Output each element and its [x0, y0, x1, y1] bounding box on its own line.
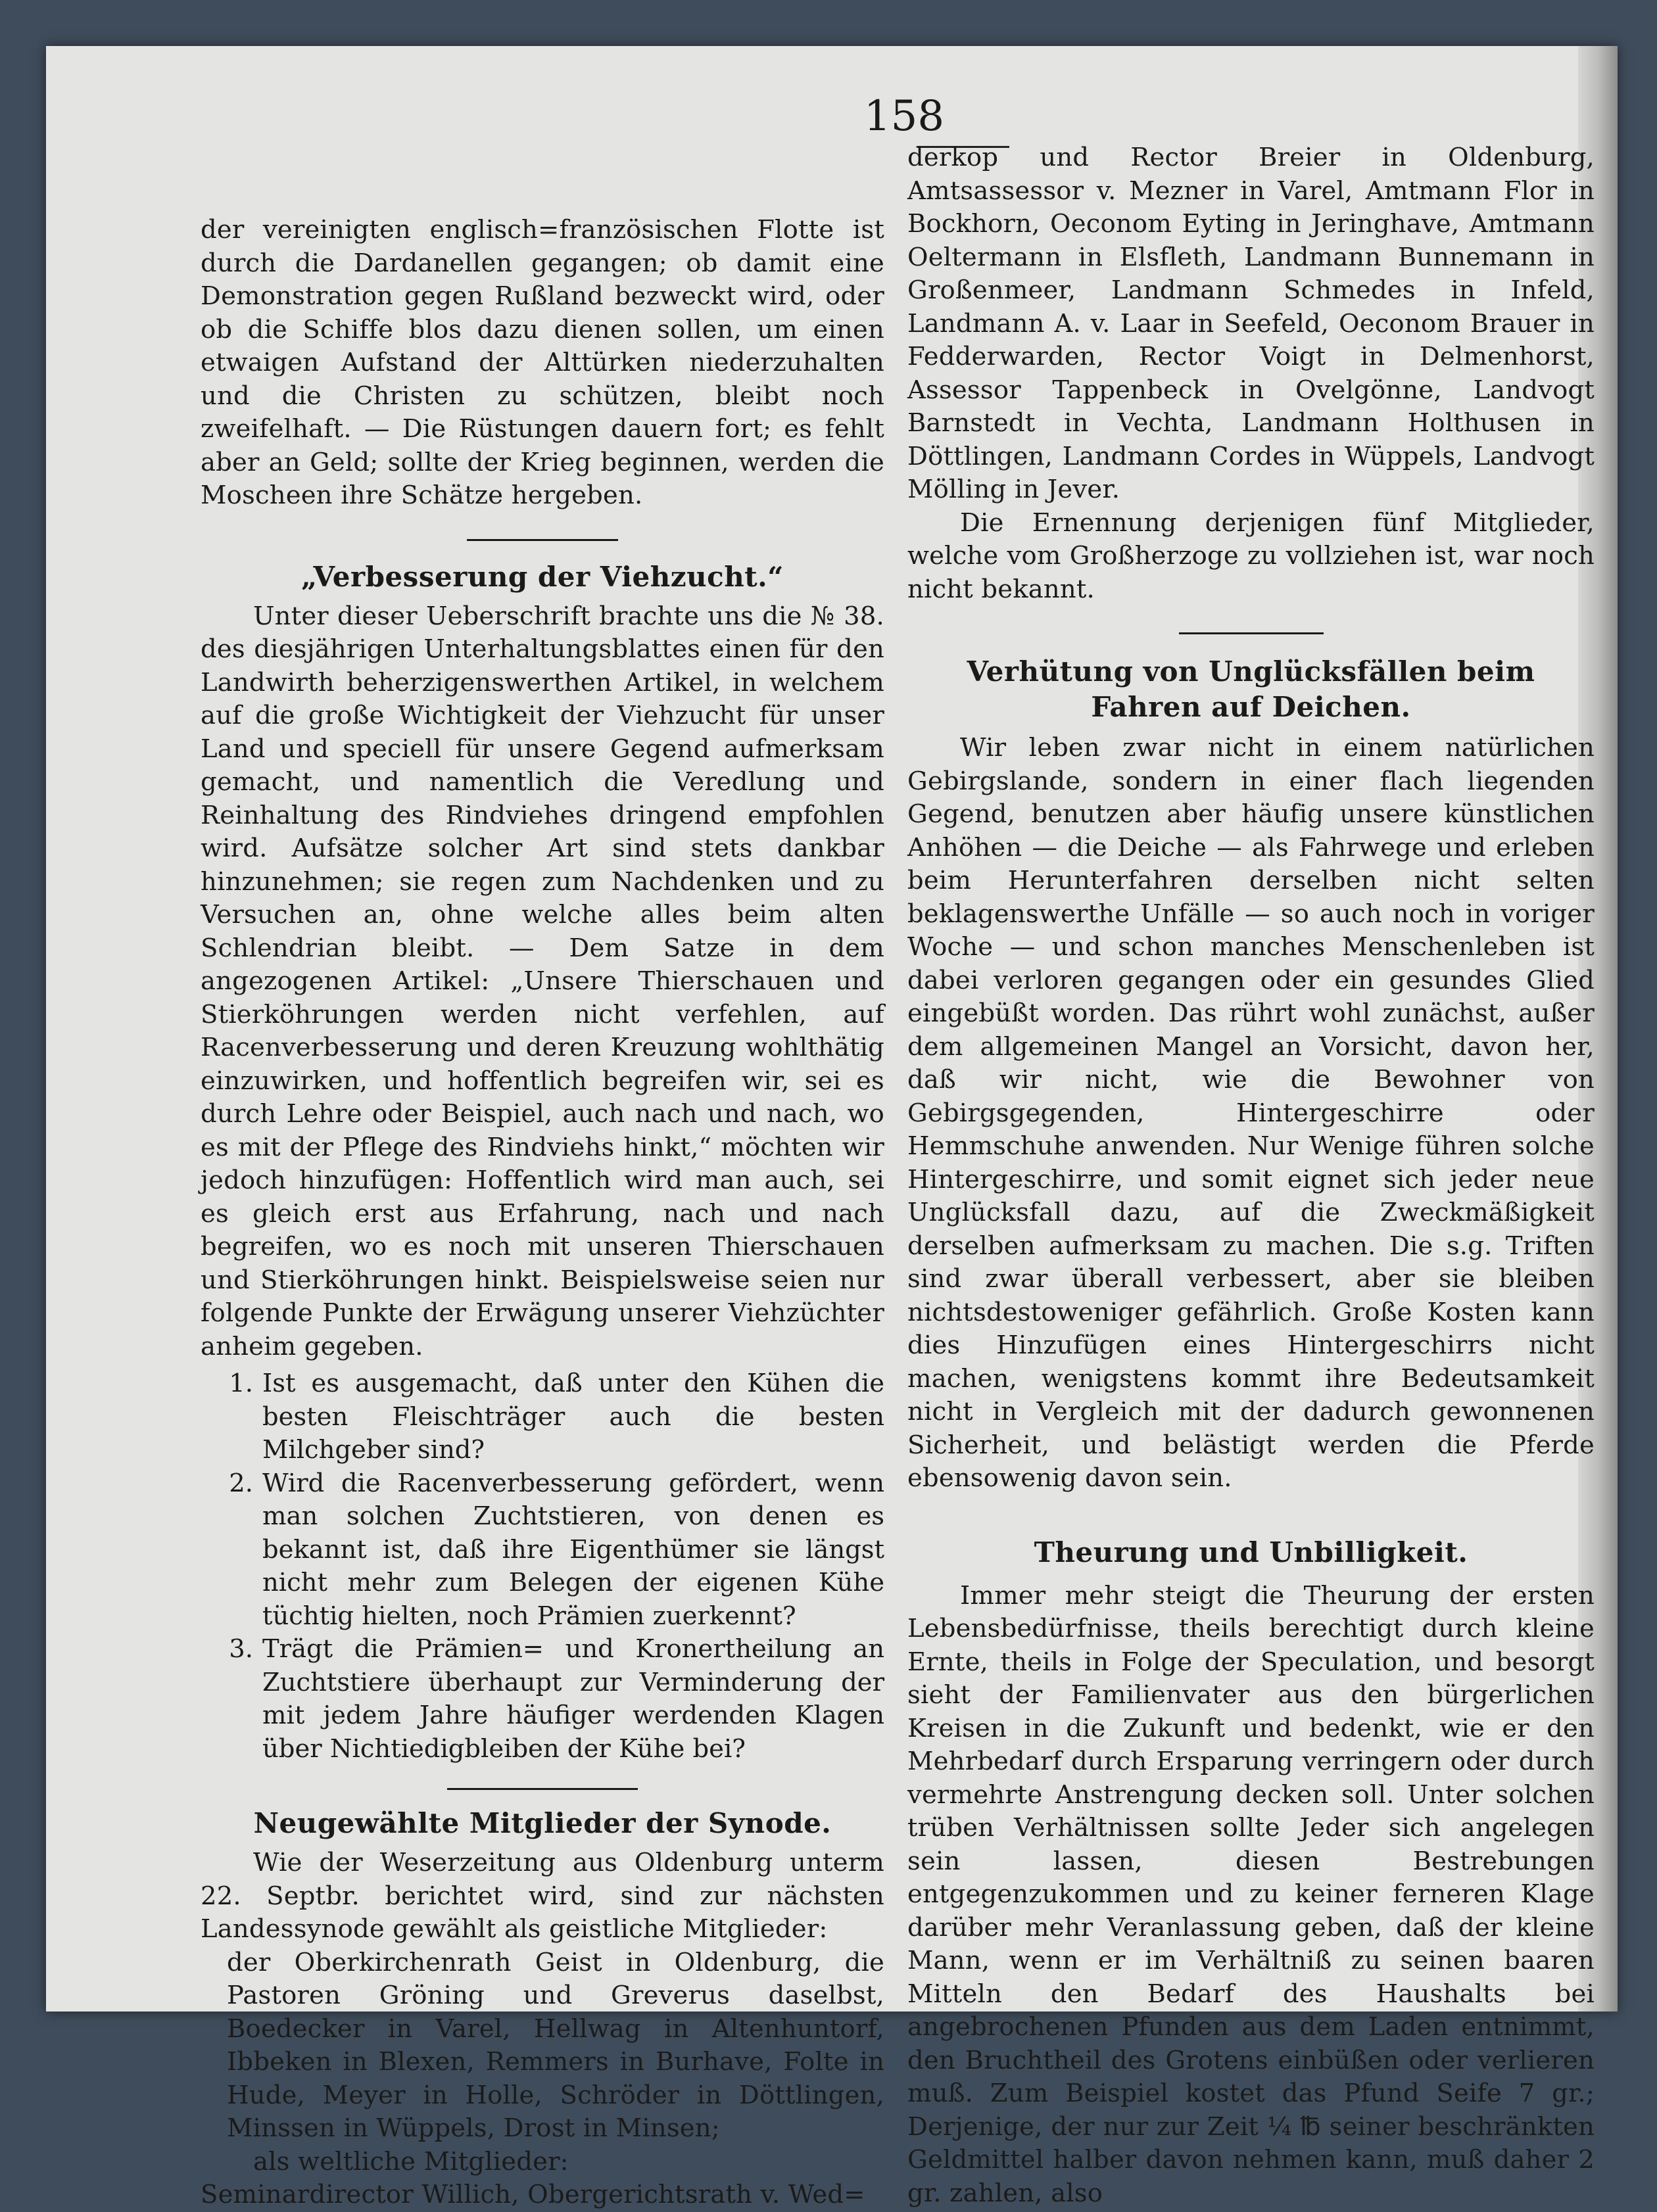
clergy-members: der Oberkirchenrath Geist in Oldenburg, die Pastoren Gröning und Greverus daselbst, Boedecker in Varel, Hellwag in Altenhuntorf, Ibbeken in Blexen, Remmers in Burhave, Folte in Hude, Meyer in Holle, Schröder in Döttlingen, Minssen in Wüppels, Drost in Minsen; — [227, 1947, 884, 2143]
left-column — [201, 214, 884, 2212]
list-item — [201, 1467, 884, 1634]
list-item — [201, 1633, 884, 1766]
list-item-text: Trägt die Prämien= und Kronertheilung an Zuchtstiere überhaupt zur Verminderung der mit jedem Jahre häufiger werdenden Klagen über Nichtiedigbleiben der Kühe bei? — [262, 1634, 884, 1764]
article-paragraph-deiche: Wir leben zwar nicht in einem natürlichen Gebirgslande, sondern in einer flach liegenden Gegend, benutzen aber häufig unsere künstlichen Anhöhen — die Deiche — als Fahrwege und erleben beim Herunterfahren derselben nicht selten beklagenswerthe Unfälle — so auch noch in voriger Woche — und schon manches Menschenleben ist dabei verloren gegangen oder ein gesundes Glied eingebüßt worden. Das rührt wohl zunächst, außer dem allgemeinen Mangel an Vorsicht, davon her, daß wir nicht, wie die Bewohner von Gebirgsgegenden, Hintergeschirre oder Hemmschuhe anwenden. Nur Wenige führen solche Hintergeschirre, und somit eignet sich jeder neue Unglücksfall dazu, auf die Zweckmäßigkeit derselben aufmerksam zu machen. Die s.g. Triften sind zwar überall verbessert, aber sie bleiben nichtsdestoweniger gefährlich. Große Kosten kann dies Hinzufügen eines Hintergeschirrs nicht machen, wenigstens kommt ihre Bedeutsamkeit nicht in Vergleich mit der dadurch gewonnenen Sicherheit, und belästigt werden die Pferde ebensowenig davon sein. — [907, 733, 1595, 1493]
synode-continuation-note: Die Ernennung derjenigen fünf Mitglieder, welche vom Großherzoge zu vollziehen ist, war noch nicht bekannt. — [907, 507, 1595, 604]
article-title-viehzucht: „Verbesserung der Viehzucht.“ — [301, 560, 784, 593]
list-item-number: 3. — [229, 1634, 253, 1664]
list-item — [201, 1367, 884, 1467]
article-title-deiche-line1: Verhütung von Unglücksfällen beim — [967, 655, 1535, 688]
synode-continuation: derkop und Rector Breier in Oldenburg, Amtsassessor v. Mezner in Varel, Amtmann Flor in Bockhorn, Oeconom Eyting in Jeringhave, Amtmann Oeltermann in Elsfleth, Landmann Bunnemann in Großenmeer, Landmann Schmedes in Infeld, Landmann A. v. Laar in Seefeld, Oeconom Brauer in Fedderwarden, Rector Voigt in Delmenhorst, Assessor Tappenbeck in Ovelgönne, Landvogt Barnstedt in Vechta, Landmann Holthusen in Döttlingen, Landmann Cordes in Wüppels, Landvogt Mölling in Jever. — [907, 143, 1595, 504]
article-title-theurung: Theurung und Unbilligkeit. — [1034, 1536, 1468, 1568]
list-item-text: Ist es ausgemacht, daß unter den Kühen die besten Fleischträger auch die besten Milchgeber sind? — [262, 1369, 884, 1465]
clergy-list — [201, 1946, 884, 2179]
section-divider — [1179, 632, 1324, 634]
article-paragraph-synode: Wie der Weserzeitung aus Oldenburg unterm 22. Septbr. berichtet wird, sind zur nächsten Landessynode gewählt als geistliche Mitglieder: — [201, 1848, 884, 1944]
section-divider — [447, 1788, 638, 1790]
article-paragraph-viehzucht: Unter dieser Ueberschrift brachte uns die № 38. des diesjährigen Unterhaltungsblattes einen für den Landwirth beherzigenswerthen Artikel, in welchem auf die große Wichtigkeit der Viehzucht für unser Land und speciell für unsere Gegend aufmerksam gemacht, und namentlich die Veredlung und Reinhaltung des Rindviehes dringend empfohlen wird. Aufsätze solcher Art sind stets dankbar hinzunehmen; sie regen zum Nachdenken und zu Versuchen an, ohne welche alles beim alten Schlendrian bleibt. — Dem Satze in dem angezogenen Artikel: „Unsere Thierschauen und Stierköhrungen werden nicht verfehlen, auf Racenverbesserung und deren Kreuzung wohlthätig einzuwirken, und hoffentlich begreifen wir, sei es durch Lehre oder Beispiel, auch nach und nach, wo es mit der Pflege des Rindviehs hinkt,“ möchten wir jedoch hinzufügen: Hoffentlich wird man auch, sei es gleich erst aus Erfahrung, nach und nach begreifen, wo es noch mit unseren Thierschauen und Stierköhrungen hinkt. Beispielsweise seien nur folgende Punkte der Erwägung unserer Viehzüchter anheim gegeben. — [201, 601, 884, 1361]
list-item-number: 1. — [229, 1369, 253, 1398]
right-column — [907, 141, 1595, 2210]
newspaper-page — [46, 46, 1618, 2209]
page-number: 158 — [863, 92, 945, 141]
lay-members-start: Seminardirector Willich, Obergerichtsrath v. Wed= — [201, 2180, 865, 2209]
intro-paragraph: der vereinigten englisch=französischen Flotte ist durch die Dardanellen gegangen; ob damit eine Demonstration gegen Rußland bezweckt wird, oder ob die Schiffe blos dazu dienen sollen, um einen etwaigen Aufstand der Alttürken niederzuhalten und die Christen zu schützen, bleibt noch zweifelhaft. — Die Rüstungen dauern fort; es fehlt aber an Geld; sollte der Krieg beginnen, werden die Moscheen ihre Schätze hergeben. — [201, 215, 884, 510]
section-divider — [467, 539, 618, 541]
list-item-number: 2. — [229, 1468, 253, 1498]
list-item-text: Wird die Racenverbesserung gefördert, wenn man solchen Zuchtstieren, von denen es bekannt ist, daß ihre Eigenthümer sie längst nicht mehr zum Belegen der eigenen Kühe tüchtig hielten, noch Prämien zuerkennt? — [262, 1468, 884, 1631]
article-title-deiche-line2: Fahren auf Deichen. — [1091, 691, 1411, 723]
article-title-synode: Neugewählte Mitglieder der Synode. — [253, 1807, 832, 1839]
lay-members-label: als weltliche Mitglieder: — [253, 2146, 569, 2177]
article-paragraph-theurung: Immer mehr steigt die Theurung der ersten Lebensbedürfnisse, theils berechtigt durch kleine Ernte, theils in Folge der Speculation, und besorgt sieht der Familienvater aus den bürgerlichen Kreisen in die Zukunft und bedenkt, wie er den Mehrbedarf durch Ersparung verringern oder durch vermehrte Anstrengung decken soll. Unter solchen trüben Verhältnissen sollte Jeder sich angelegen sein lassen, diesen Bestrebungen entgegenzukommen und zu keiner ferneren Klage darüber mehr Veranlassung geben, daß der kleine Mann, wenn er im Verhältniß zu seinen baaren Mitteln den Bedarf des Haushalts bei angebrochenen Pfunden aus dem Laden entnimmt, den Bruchtheil des Grotens einbüßen oder verlieren muß. Zum Beispiel kostet das Pfund Seife 7 gr.; Derjenige, der nur zur Zeit ¼ ℔ seiner beschränkten Geldmittel halber davon nehmen kann, muß daher 2 gr. zahlen, also — [907, 1580, 1595, 2208]
